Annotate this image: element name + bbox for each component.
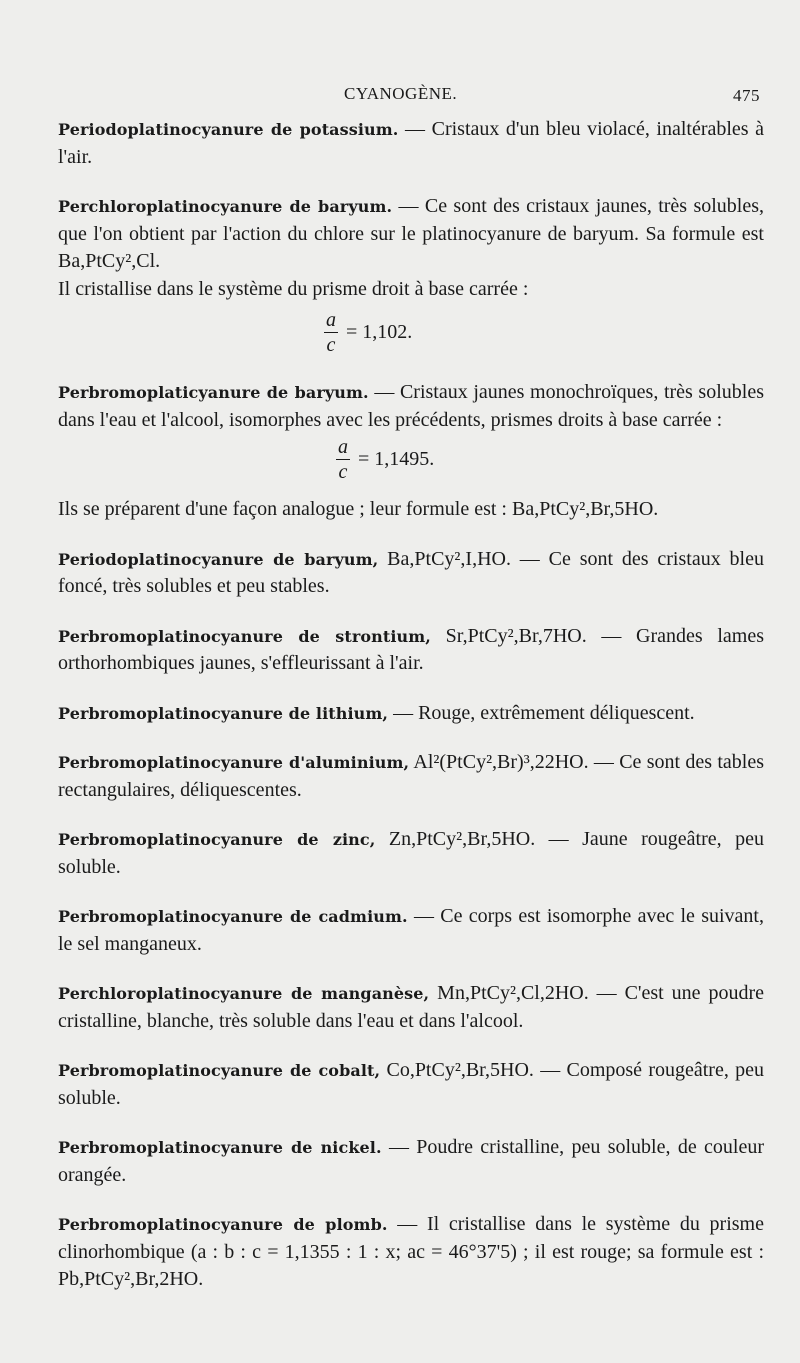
running-title: CYANOGÈNE. bbox=[344, 84, 458, 103]
entry-text: Sr,PtCy²,Br,7HO. — Grandes lames orthorhombiques jaunes, s'effleurissant à l'air. bbox=[58, 624, 764, 674]
entry-periodoplatinocyanure-potassium bbox=[58, 116, 764, 171]
entry-text: — Il cristallise dans le système du prisme clinorhombique (a : b : c = 1,1355 : 1 : x; ac = 46°37'5) ; il est rouge; sa formule est : Pb,PtCy²,Br,2HO. bbox=[58, 1213, 764, 1290]
entry-text: Al²(PtCy²,Br)³,22HO. — Ce sont des tables rectangulaires, déliquescentes. bbox=[58, 751, 765, 801]
entry-perbromoplatinocyanure-lithium bbox=[58, 700, 764, 728]
entry-name: Periodoplatinocyanure de baryum, bbox=[58, 549, 379, 569]
denominator: c bbox=[326, 334, 336, 356]
entry-name: Perbromoplatinocyanure de plomb. bbox=[58, 1215, 388, 1234]
entry-text: — Cristaux d'un bleu violacé, inaltérables à l'air. bbox=[58, 118, 765, 168]
entry-text: Il cristallise dans le système du prisme droit à base carrée : bbox=[58, 277, 529, 300]
paragraph-preparation bbox=[58, 496, 764, 524]
formula-value: = 1,1495. bbox=[358, 448, 435, 470]
entry-text: Ils se préparent d'une façon analogue ; leur formule est : Ba,PtCy²,Br,5HO. bbox=[58, 498, 659, 520]
entry-perbromoplaticyanure-baryum bbox=[58, 379, 764, 434]
page-number: 475 bbox=[733, 86, 760, 105]
entry-name: Perbromoplatinocyanure d'aluminium, bbox=[58, 753, 410, 772]
running-head bbox=[0, 84, 800, 108]
entry-perbromoplatinocyanure-cadmium bbox=[58, 903, 764, 958]
entry-name: Perchloroplatinocyanure de manganèse, bbox=[58, 984, 430, 1003]
numerator: a bbox=[338, 436, 348, 458]
entry-perbromoplatinocyanure-strontium bbox=[58, 623, 764, 678]
entry-perbromoplatinocyanure-cobalt bbox=[58, 1057, 764, 1112]
entry-name: Perbromoplatinocyanure de zinc, bbox=[58, 830, 376, 849]
fraction bbox=[336, 436, 350, 483]
entry-text: Ba,PtCy²,I,HO. — Ce sont des cristaux bleu foncé, très solubles et peu stables. bbox=[58, 547, 764, 597]
formula-ratio-2 bbox=[58, 434, 764, 496]
entry-perchloroplatinocyanure-baryum bbox=[58, 193, 764, 276]
entry-text: Co,PtCy²,Br,5HO. — Composé rougeâtre, peu soluble. bbox=[58, 1059, 764, 1109]
entry-periodoplatinocyanure-baryum bbox=[58, 546, 764, 601]
numerator: a bbox=[326, 309, 336, 331]
entry-name: Perbromoplatinocyanure de strontium, bbox=[58, 626, 431, 646]
entry-text: — Cristaux jaunes monochroïques, très solubles dans l'eau et l'alcool, isomorphes avec les précédents, prismes droits à base carrée : bbox=[58, 381, 764, 431]
entry-name: Perbromoplatinocyanure de cobalt, bbox=[58, 1061, 381, 1080]
entry-perchloroplatinocyanure-manganese bbox=[58, 980, 764, 1035]
entry-perbromoplatinocyanure-plomb bbox=[58, 1211, 764, 1294]
entry-perbromoplatinocyanure-aluminium bbox=[58, 749, 764, 804]
entry-name: Periodoplatinocyanure de potassium. bbox=[58, 120, 399, 139]
paragraph-cristallisation bbox=[58, 276, 764, 304]
entry-text: — Rouge, extrêmement déliquescent. bbox=[388, 701, 695, 724]
entry-name: Perbromoplatinocyanure de lithium, bbox=[58, 703, 389, 723]
formula-value: = 1,102. bbox=[346, 321, 413, 343]
page-body bbox=[58, 116, 764, 1294]
entry-name: Perbromoplatinocyanure de nickel. bbox=[58, 1138, 382, 1157]
entry-perbromoplatinocyanure-nickel bbox=[58, 1134, 764, 1189]
entry-name: Perbromoplaticyanure de baryum. bbox=[58, 383, 369, 402]
entry-text: Zn,PtCy²,Br,5HO. — Jaune rougeâtre, peu soluble. bbox=[58, 828, 764, 878]
entry-perbromoplatinocyanure-zinc bbox=[58, 826, 764, 881]
formula-ratio-1 bbox=[58, 303, 764, 373]
entry-text: Mn,PtCy²,Cl,2HO. — C'est une poudre cristalline, blanche, très soluble dans l'eau et dans l'alcool. bbox=[58, 982, 764, 1032]
entry-text: — Poudre cristalline, peu soluble, de couleur orangée. bbox=[58, 1136, 765, 1186]
entry-name: Perbromoplatinocyanure de cadmium. bbox=[58, 907, 408, 926]
fraction bbox=[324, 309, 338, 356]
entry-text: — Ce sont des cristaux jaunes, très solubles, que l'on obtient par l'action du chlore sur le platinocyanure de baryum. Sa formule est Ba,PtCy²,Cl. bbox=[58, 195, 764, 272]
entry-name: Perchloroplatinocyanure de baryum. bbox=[58, 197, 393, 216]
entry-text: — Ce corps est isomorphe avec le suivant, le sel manganeux. bbox=[58, 905, 764, 955]
denominator: c bbox=[338, 461, 348, 483]
